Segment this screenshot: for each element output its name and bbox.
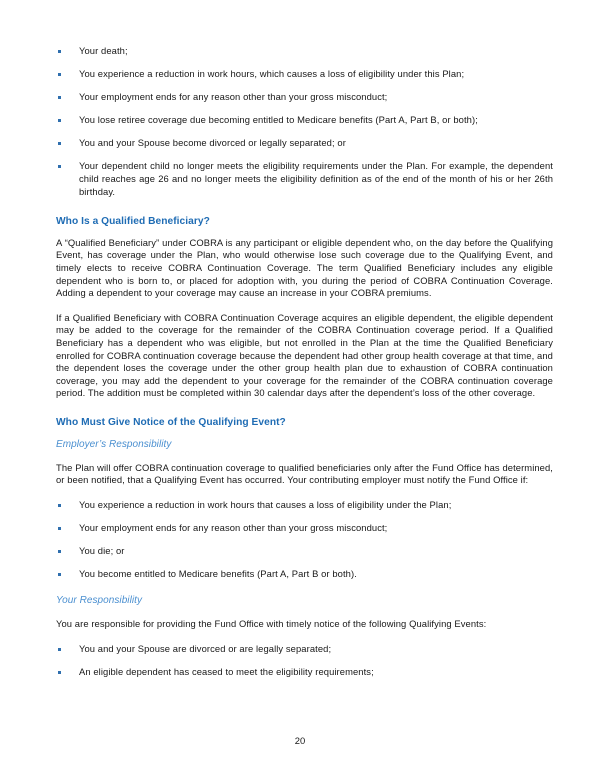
list-item-text: You and your Spouse become divorced or legally separated; or (79, 137, 346, 149)
bullet-icon (58, 142, 61, 145)
qualifying-events-list (56, 45, 553, 198)
list-item (56, 91, 553, 104)
list-item (56, 114, 553, 127)
list-item-text: You experience a reduction in work hours, which causes a loss of eligibility under this Plan; (79, 68, 465, 80)
list-item-text: You become entitled to Medicare benefits (Part A, Part B or both). (79, 568, 357, 580)
list-item-text: Your dependent child no longer meets the eligibility requirements under the Plan. For example, the dependent child reaches age 26 and no longer meets the eligibility definition as of the end of the month of his or her 26th birthday. (79, 160, 553, 197)
page-content (56, 45, 553, 679)
paragraph-qualified-beneficiary-1: A “Qualified Beneficiary” under COBRA is any participant or eligible dependent who, on the day before the Qualifying Event, has coverage under the Plan, who would otherwise lose such coverage due to the Qualifying Event, and timely elects to receive COBRA Continuation Coverage. The term Qualified Beneficiary includes any eligible dependent who is born to, or placed for adoption with, you during the period of COBRA Continuation Coverage. Adding a dependent to your coverage may cause an increase in your COBRA premiums. (56, 236, 553, 299)
bullet-icon (58, 671, 61, 674)
bullet-icon (58, 550, 61, 553)
list-item-text: Your employment ends for any reason other than your gross misconduct; (79, 91, 388, 103)
bullet-icon (58, 73, 61, 76)
list-item-text: Your employment ends for any reason other than your gross misconduct; (79, 522, 388, 534)
list-item-text: You and your Spouse are divorced or are legally separated; (79, 643, 332, 655)
bullet-icon (58, 504, 61, 507)
paragraph-participant-intro: You are responsible for providing the Fund Office with timely notice of the following Qualifying Events: (56, 618, 487, 630)
bullet-icon (58, 573, 61, 576)
section-heading-qualified-beneficiary: Who Is a Qualified Beneficiary? (56, 215, 210, 227)
bullet-icon (58, 50, 61, 53)
page-number: 20 (294, 735, 306, 746)
participant-notice-list (56, 643, 553, 679)
page-footer (0, 731, 600, 749)
subheading-your-responsibility: Your Responsibility (56, 595, 142, 607)
bullet-icon (58, 648, 61, 651)
list-item-text: Your death; (79, 45, 128, 56)
paragraph-employer-intro: The Plan will offer COBRA continuation coverage to qualified beneficiaries only after the Fund Office has determined, or been notified, that a Qualifying Event has occurred. Your contributing employer must notify the Fund Office if: (56, 461, 553, 486)
bullet-icon (58, 165, 61, 168)
paragraph-qualified-beneficiary-2: If a Qualified Beneficiary with COBRA Continuation Coverage acquires an eligible dependent, the eligible dependent may be added to the coverage for the remainder of the COBRA Continuation coverage period. If a Qualified Beneficiary has a dependent who was eligible, but not enrolled in the Plan at the time the Qualified Beneficiary enrolled for COBRA continuation coverage because the dependent had other group health coverage at that time, and the dependent loses the coverage under the other group health plan due to exhaustion of COBRA continuation coverage, you may add the dependent to your coverage for the remainder of the COBRA continuation coverage period. The addition must be completed within 30 calendar days after the dependent’s loss of the other coverage. (56, 311, 553, 399)
section-heading-notice: Who Must Give Notice of the Qualifying Event? (56, 416, 286, 428)
list-item (56, 545, 553, 558)
subheading-employer-responsibility: Employer’s Responsibility (56, 438, 172, 450)
list-item (56, 45, 553, 58)
list-item (56, 643, 553, 656)
list-item-text: You die; or (79, 545, 125, 557)
list-item (56, 666, 553, 679)
list-item-text: You lose retiree coverage due becoming entitled to Medicare benefits (Part A, Part B, or both); (79, 114, 478, 126)
list-item-text: You experience a reduction in work hours that causes a loss of eligibility under the Plan; (79, 499, 452, 511)
list-item (56, 568, 553, 581)
list-item (56, 137, 553, 150)
list-item (56, 160, 553, 198)
list-item-text: An eligible dependent has ceased to meet the eligibility requirements; (79, 666, 374, 678)
list-item (56, 68, 553, 81)
bullet-icon (58, 119, 61, 122)
bullet-icon (58, 527, 61, 530)
bullet-icon (58, 96, 61, 99)
list-item (56, 499, 553, 512)
employer-notice-list (56, 499, 553, 581)
list-item (56, 522, 553, 535)
